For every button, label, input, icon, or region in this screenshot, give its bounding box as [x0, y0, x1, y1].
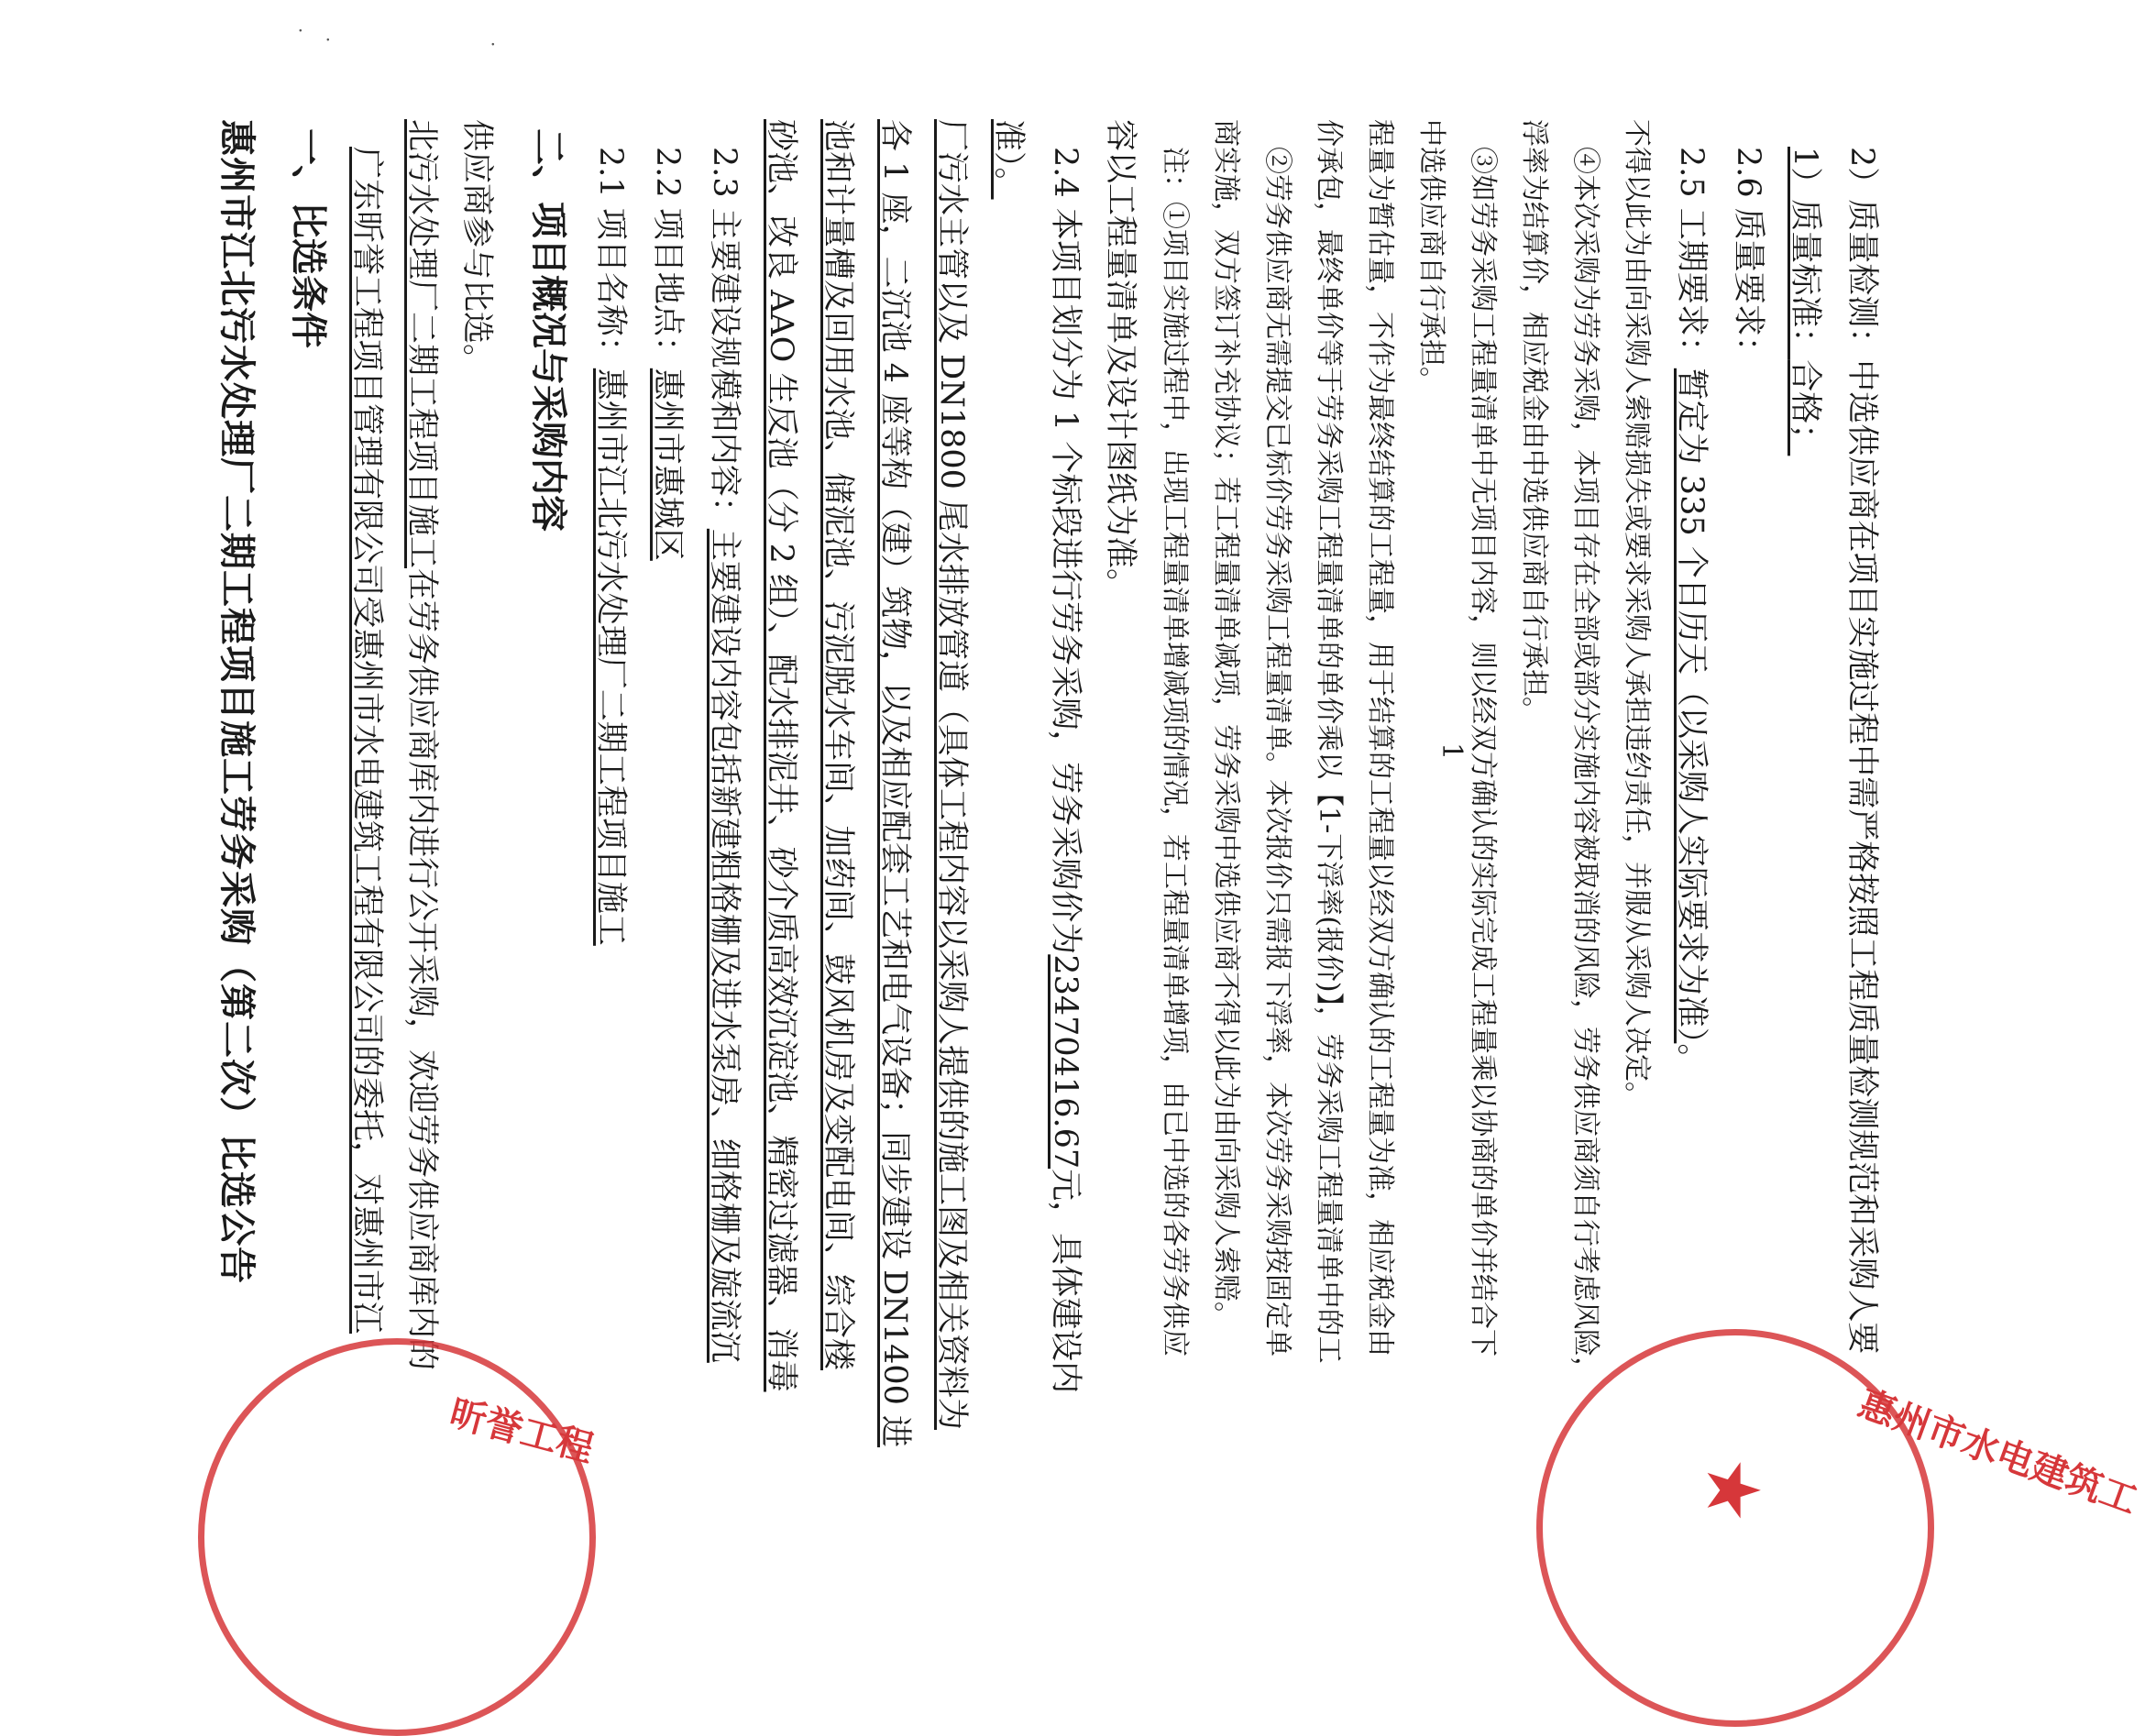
note1-line2: 商实施，双方签订补充协议；若工程量清单减项，劳务采购中选供应商不得以此为由向采购人索赔。 [1210, 119, 1242, 1329]
note4-line2: 不得以此为由向采购人索赔损失或要求采购人承担违约责任，并服从采购人决定。 [1621, 119, 1653, 1109]
quality-inspection: 2）质量检测：中选供应商在项目实施过程中需严格按照工程质量检测规范和采购人要 [1843, 147, 1880, 1355]
note2-line3: 程量为暂估量，不作为最终结算的工程量，用于结算的工程量以经双方确认的工程量为准，相应税金由 [1364, 119, 1396, 1357]
item-2-3-line4: 各 1 座，二沉池 4 座等构（建）筑物，以及相应配套工艺和电气设备；同步建设 DN1400 进 [876, 119, 913, 1448]
note2-line4: 中选供应商自行承担。 [1415, 119, 1447, 394]
item-2-3 [708, 147, 740, 1363]
section1-heading: 一、比选条件 [287, 128, 330, 348]
p1-d: 在劳务供应商库内进行公开采购，欢迎劳务供应商库内的 [403, 568, 440, 1371]
item-2-4-line2: 容以工程量清单及设计图纸为准。 [1102, 119, 1138, 601]
item-2-4-b: 元，具体建设内 [1047, 1169, 1084, 1394]
item-2-6: 2.6 质量要求： [1730, 147, 1766, 368]
seal-star-left: ★ [1690, 1457, 1776, 1523]
scan-speck: · [290, 27, 312, 34]
item-2-3-line6: 准）。 [990, 119, 1027, 200]
quality-standard [1787, 147, 1823, 456]
note3-line1: ③如劳务采购工程量清单中无项目内容，则以经双方确认的实际完成工程量乘以协商的单价并结合下 [1467, 147, 1499, 1357]
page-number: 1 [1436, 742, 1468, 761]
note2-line1: ②劳务供应商无需提交已标价劳务采购工程量清单。本次报价只需报下浮率，本次劳务采购按固定单 [1261, 147, 1293, 1357]
item-2-1 [592, 147, 629, 946]
item-2-4-a: 2.4 本项目划分为 1 个标段进行劳务采购，劳务采购价为 [1047, 147, 1084, 955]
p1-b: 惠州市江 [348, 1205, 385, 1335]
item-2-1-value: 惠州市江北污水处理厂二期工程项目施工 [592, 368, 629, 946]
item-2-3-line5: 厂污水主管以及 DN1800 尾水排放管道（具体工程内容以采购人提供的施工图及相关资料为 [933, 119, 970, 1431]
section1-paragraph-line2 [403, 119, 440, 1371]
note4-line1: ④本次采购为劳务采购，本项目存在全部或部分实施内容被取消的风险，劳务供应商须自行考虑风险， [1569, 147, 1601, 1384]
quality-standard-value: 合格； [1787, 359, 1823, 456]
company-seal-right [198, 1338, 596, 1736]
item-2-2 [649, 147, 686, 561]
section2-heading: 二、项目概况与采购内容 [527, 128, 570, 532]
scan-speck: · [317, 37, 339, 43]
agency-name: 广东昕誉工程项目管理有限公司受惠州市水电建筑工程有限公司的委托，对 [348, 147, 385, 1206]
note3-line2: 浮率为结算价，相应税金由中选供应商自行承担。 [1518, 119, 1550, 724]
seal-left-text: 惠州市水电建筑工 [1853, 1382, 2143, 1523]
scan-speck: · [482, 41, 504, 48]
item-2-3-label: 2.3 主要建设规模和内容： [706, 147, 742, 529]
item-2-3-line2: 砂池、改良 AAO 生反池（分 2 组）、配水排泥井、砂介质高效沉淀池、精密过滤器、消毒 [763, 119, 799, 1392]
project-name-inline: 北污水处理厂二期工程项目施工 [403, 119, 440, 569]
item-2-1-label: 2.1 项目名称： [592, 147, 629, 368]
seal-right-text: 昕誉工程 [445, 1391, 599, 1471]
item-2-4 [1047, 147, 1084, 1394]
item-2-5-end: 。 [1673, 1043, 1710, 1076]
item-2-5-label: 2.5 工期要求： [1673, 147, 1710, 368]
item-2-2-value: 惠州市惠城区 [649, 368, 686, 561]
section1-paragraph [348, 147, 385, 1335]
item-2-2-label: 2.2 项目地点： [649, 147, 686, 368]
item-2-3-line3: 池和计量槽及回用水池、储泥池、污泥脱水车间、加药间、鼓风机房及变配电间、综合楼 [820, 119, 856, 1371]
item-2-5-value: 暂定为 335 个日历天（以采购人实际要求为准） [1673, 368, 1710, 1044]
section1-paragraph-line3: 供应商参与比选。 [458, 119, 495, 377]
item-2-5 [1673, 147, 1710, 1076]
page-title: 惠州市江北污水处理厂二期工程项目施工劳务采购（第二次）比选公告 [215, 119, 258, 1284]
note2-line2: 价承包，最终单价等于劳务采购工程量清单的单价乘以【1-下浮率(报价)】，劳务采购工程量清单中的工 [1313, 119, 1345, 1364]
note1-line1: 注：①项目实施过程中，出现工程量清单增减项的情况，若工程量清单增项，由已中选的各劳务供应 [1159, 147, 1191, 1357]
procurement-amount: 23470416.67 [1047, 954, 1084, 1170]
quality-standard-label: 1）质量标准： [1787, 147, 1823, 360]
item-2-3-value: 主要建设内容包括新建粗格栅及进水泵房、细格栅及旋流沉 [706, 528, 742, 1363]
